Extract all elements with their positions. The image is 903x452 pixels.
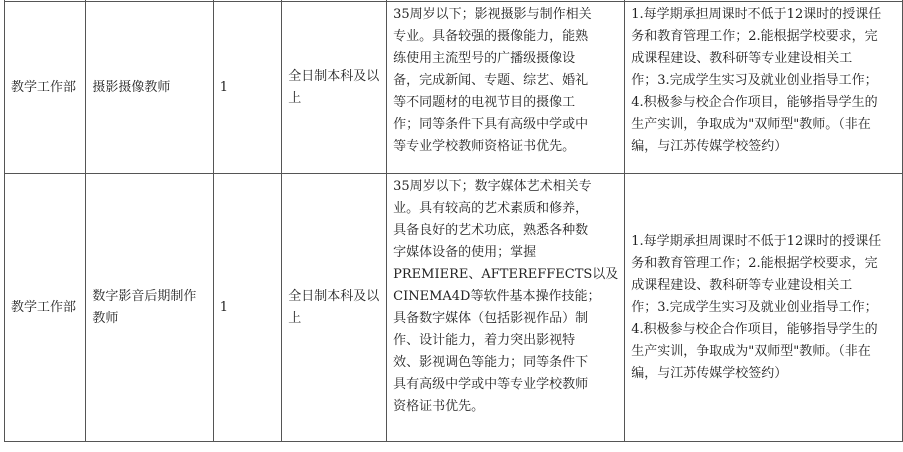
requirement-cell: 35周岁以下；数字媒体艺术相关专 业。具有较高的艺术素质和修养， 具备良好的艺术功底，熟悉各种数 字媒体设备的使用；掌握 PREMIERE、AFTEREFFECTS以及 CINEMA4D等软件基本操作技能； 具备数字媒体（包括影视作品）制 作、设计能力，着力突出影视特 效、影视调色等能力；同等条件下 具有高级中学或中等专业学校教师 资格证书优先。 bbox=[387, 174, 625, 442]
count-cell: 1 bbox=[213, 2, 282, 174]
table-row bbox=[5, 2, 903, 174]
duty-cell: 1.每学期承担周课时不低于12课时的授课任 务和教育管理工作；2.能根据学校要求，完 成课程建设、教科研等专业建设相关工 作；3.完成学生实习及就业创业指导工作； 4.积极参与校企合作项目，能够指导学生的 生产实训，争取成为"双师型"教师。（非在 编，与江苏传媒学校签约） bbox=[625, 174, 903, 442]
education-cell: 全日制本科及以 上 bbox=[282, 174, 387, 442]
duty-cell: 1.每学期承担周课时不低于12课时的授课任 务和教育管理工作；2.能根据学校要求，完 成课程建设、教科研等专业建设相关工 作；3.完成学生实习及就业创业指导工作； 4.积极参与校企合作项目，能够指导学生的 生产实训，争取成为"双师型"教师。（非在 编，与江苏传媒学校签约） bbox=[625, 2, 903, 174]
position-cell: 数字影音后期制作 教师 bbox=[86, 174, 213, 442]
requirement-cell: 35周岁以下；影视摄影与制作相关 专业。具备较强的摄像能力，能熟 练使用主流型号的广播级摄像设 备，完成新闻、专题、综艺、婚礼 等不同题材的电视节目的摄像工 作；同等条件下具有高级中学或中 等专业学校教师资格证书优先。 bbox=[387, 2, 625, 174]
department-cell: 教学工作部 bbox=[5, 174, 86, 442]
department-cell: 教学工作部 bbox=[5, 2, 86, 174]
position-cell: 摄影摄像教师 bbox=[86, 2, 213, 174]
education-cell: 全日制本科及以 上 bbox=[282, 2, 387, 174]
recruitment-table bbox=[4, 0, 903, 442]
table-row bbox=[5, 174, 903, 442]
count-cell: 1 bbox=[213, 174, 282, 442]
